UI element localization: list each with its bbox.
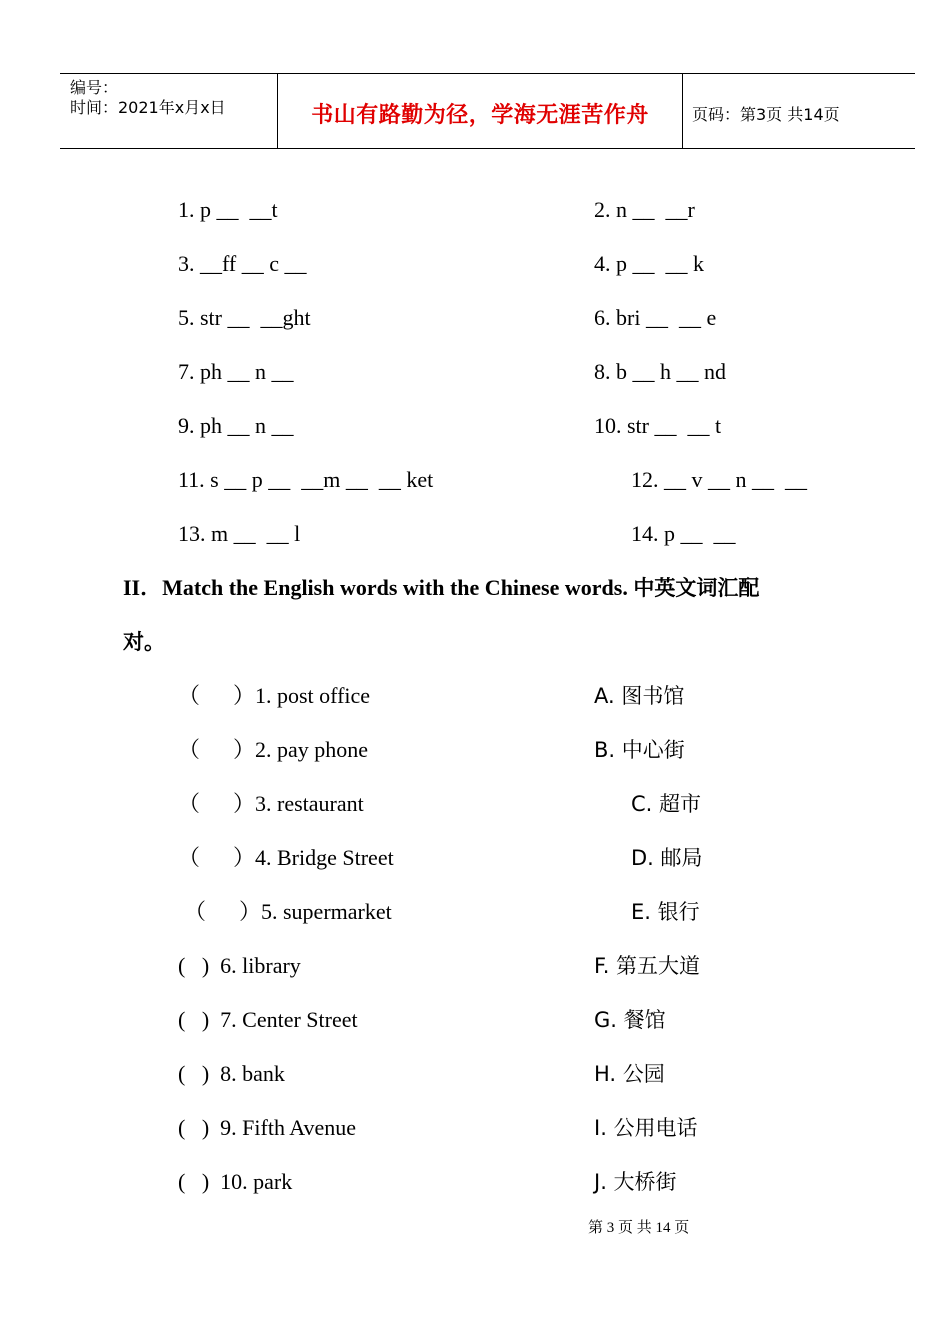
matching-item-en: ( ) 9. Fifth Avenue bbox=[178, 1115, 357, 1140]
matching-item-cn: I. 公用电话 bbox=[594, 1116, 698, 1140]
matching-item-cn: G. 餐馆 bbox=[594, 1008, 666, 1032]
spelling-item: 13. m __ __ l bbox=[178, 521, 301, 546]
spelling-item: 10. str __ __ t bbox=[594, 413, 722, 438]
header-page-cell bbox=[682, 74, 915, 148]
spelling-item: 2. n __ __r bbox=[594, 197, 695, 222]
matching-item-en: ( ) 6. library bbox=[178, 953, 301, 978]
spelling-item: 12. __ v __ n __ __ bbox=[631, 467, 807, 492]
spelling-item: 4. p __ __ k bbox=[594, 251, 704, 276]
section-2-title-en: II．Match the English words with the Chinese words. bbox=[123, 575, 628, 600]
spelling-item: 9. ph __ n __ bbox=[178, 413, 294, 438]
spelling-item: 11. s __ p __ __m __ __ ket bbox=[178, 467, 434, 492]
spelling-item: 1. p __ __t bbox=[178, 197, 278, 222]
matching-item-cn: B. 中心街 bbox=[594, 738, 685, 762]
matching-item-en: （ ）2. pay phone bbox=[178, 737, 369, 762]
matching-item-cn: A. 图书馆 bbox=[594, 684, 685, 708]
matching-item-en: ( ) 10. park bbox=[178, 1169, 293, 1194]
matching-item-en: （ ）5. supermarket bbox=[184, 899, 392, 924]
motto: 书山有路勤为径，学海无涯苦作舟 bbox=[311, 103, 649, 128]
page-footer: 第 3 页 共 14 页 bbox=[588, 1220, 690, 1236]
page-info: 页码：第3页 共14页 bbox=[692, 105, 840, 124]
spelling-item: 14. p __ __ bbox=[631, 521, 736, 546]
spelling-item: 3. __ff __ c __ bbox=[178, 251, 307, 276]
matching-item-cn: E. 银行 bbox=[631, 900, 700, 924]
matching-item-cn: D. 邮局 bbox=[631, 846, 703, 870]
header-motto-cell bbox=[277, 74, 683, 148]
matching-item-cn: H. 公园 bbox=[594, 1062, 665, 1086]
section-2-title-cn: 中英文词汇配 bbox=[633, 576, 760, 600]
header-meta bbox=[60, 74, 277, 148]
section-2-title bbox=[123, 575, 759, 601]
spelling-item: 5. str __ __ght bbox=[178, 305, 311, 330]
spelling-item: 6. bri __ __ e bbox=[594, 305, 717, 330]
matching-item-en: （ ）4. Bridge Street bbox=[178, 845, 394, 870]
spelling-item: 7. ph __ n __ bbox=[178, 359, 294, 384]
matching-item-en: ( ) 7. Center Street bbox=[178, 1007, 358, 1032]
section-2-title-cn-cont: 对。 bbox=[123, 630, 165, 654]
serial-label: 编号： bbox=[70, 78, 119, 97]
matching-item-cn: C. 超市 bbox=[631, 792, 702, 816]
matching-item-cn: F. 第五大道 bbox=[594, 954, 701, 978]
matching-item-en: （ ）1. post office bbox=[178, 683, 371, 708]
section-2-title-cont bbox=[123, 629, 165, 655]
spelling-item: 8. b __ h __ nd bbox=[594, 359, 726, 384]
page-header bbox=[60, 73, 915, 149]
matching-item-en: （ ）3. restaurant bbox=[178, 791, 364, 816]
time-label: 时间：2021年x月x日 bbox=[70, 98, 226, 117]
matching-item-en: ( ) 8. bank bbox=[178, 1061, 285, 1086]
matching-item-cn: J. 大桥街 bbox=[594, 1170, 677, 1194]
